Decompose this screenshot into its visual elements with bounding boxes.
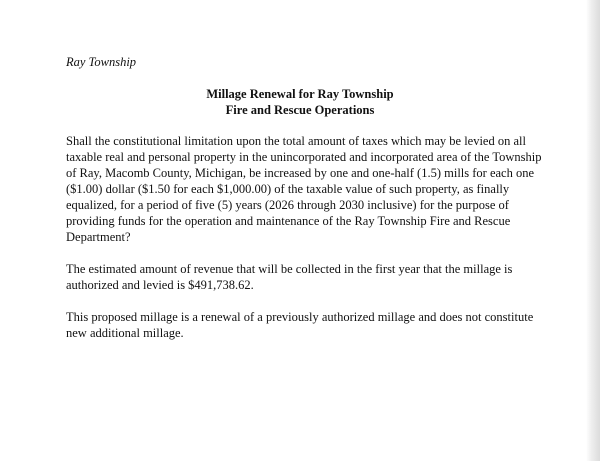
paragraph-line: The estimated amount of revenue that will be collected in the first year that the millage is: [66, 262, 513, 276]
paragraph-line: Shall the constitutional limitation upon the total amount of taxes which may be levied on all: [66, 134, 526, 148]
paragraph-line: This proposed millage is a renewal of a previously authorized millage and does not constitute: [66, 310, 534, 324]
renewal-statement-paragraph: [66, 309, 586, 341]
paragraph-line: of Ray, Macomb County, Michigan, be increased by one and one-half (1.5) mills for each one: [66, 166, 535, 180]
paragraph-line: authorized and levied is $491,738.62.: [66, 278, 254, 292]
revenue-estimate-paragraph: [66, 261, 586, 293]
paragraph-line: taxable real and personal property in the unincorporated and incorporated area of the Township: [66, 150, 542, 164]
paragraph-line: equalized, for a period of five (5) years (2026 through 2030 inclusive) for the purpose of: [66, 198, 509, 212]
paragraph-line: new additional millage.: [66, 326, 184, 340]
document-header: Ray Township: [66, 55, 137, 69]
ballot-question-paragraph: [66, 133, 586, 245]
paragraph-line: Department?: [66, 230, 131, 244]
paragraph-line: providing funds for the operation and maintenance of the Ray Township Fire and Rescue: [66, 214, 511, 228]
document-title-line-1: Millage Renewal for Ray Township: [206, 87, 394, 101]
document-title-line-2: Fire and Rescue Operations: [225, 103, 375, 117]
page-edge-shadow: [586, 0, 600, 461]
paragraph-line: ($1.00) dollar ($1.50 for each $1,000.00) of the taxable value of such property, as finally: [66, 182, 510, 196]
